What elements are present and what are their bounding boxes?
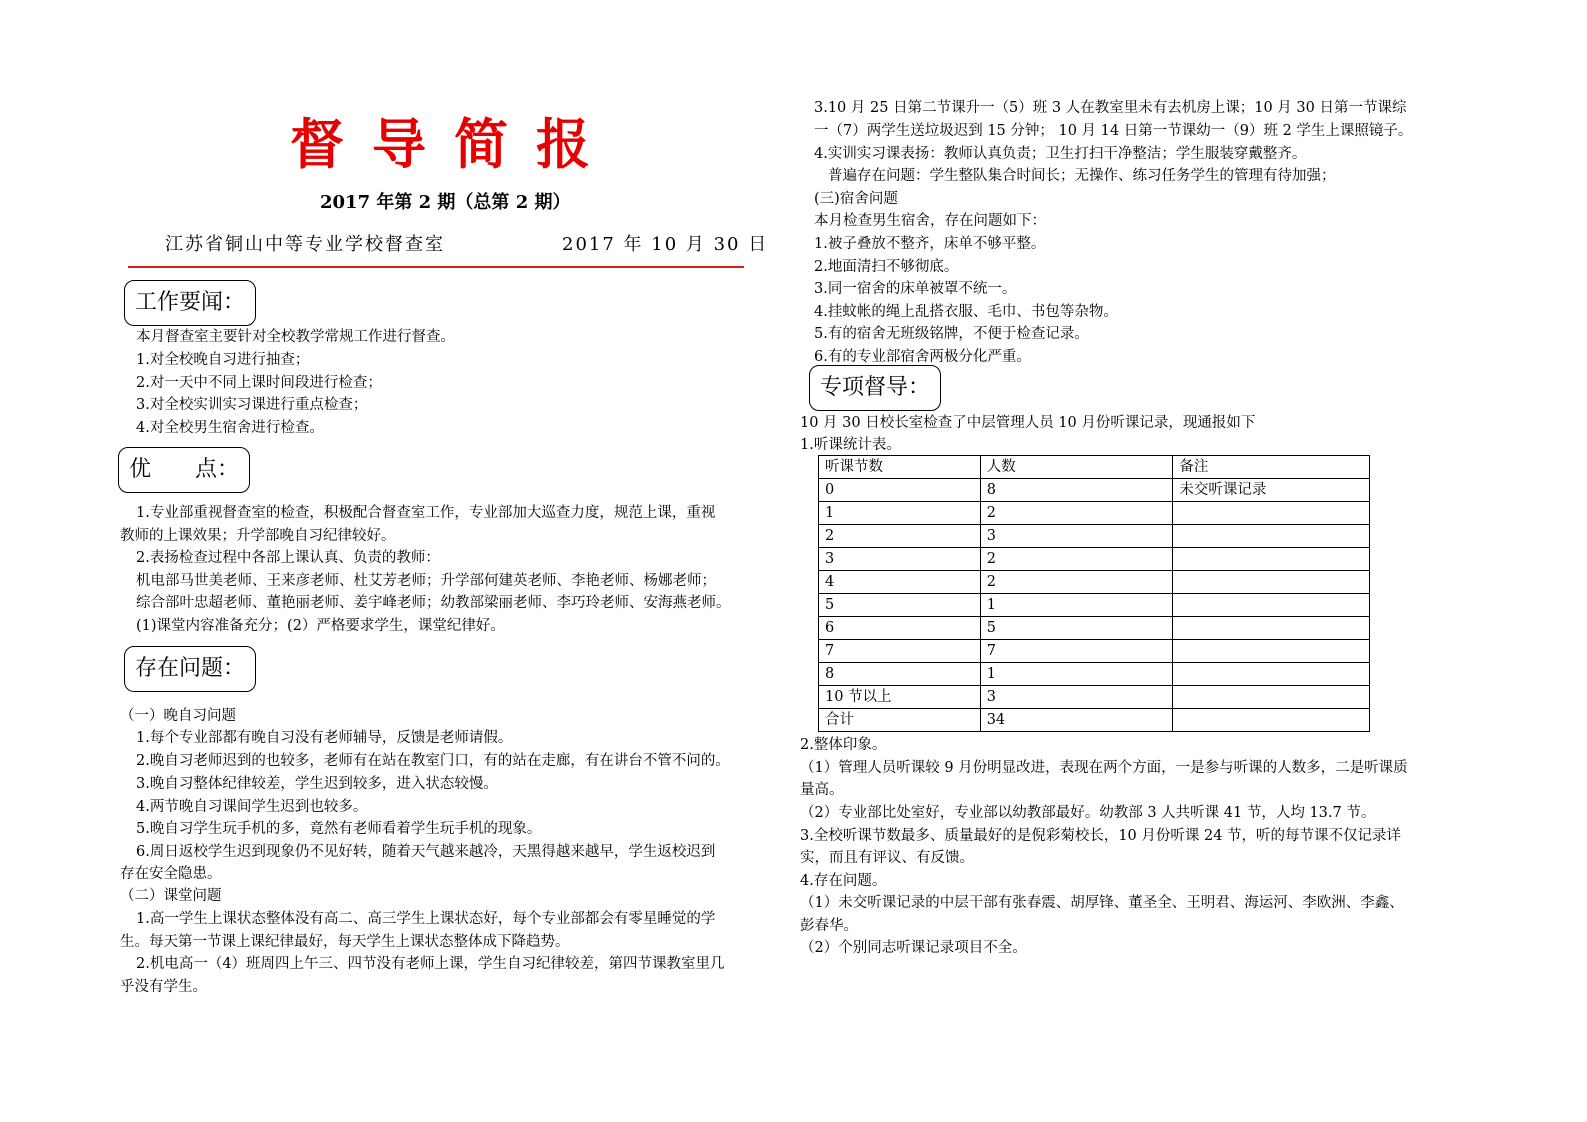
problems-line: 5.有的宿舍无班级铭牌，不便于检查记录。 (814, 326, 1089, 342)
table-cell: 5 (819, 594, 981, 617)
problems-line: （一）晚自习问题 (120, 708, 236, 724)
table-cell: 7 (980, 640, 1173, 663)
table-cell: 2 (980, 548, 1173, 571)
table-cell: 8 (980, 479, 1173, 502)
table-cell (1173, 709, 1370, 732)
problems-line: 6.有的专业部宿舍两极分化严重。 (814, 349, 1031, 365)
column-header: 人数 (980, 456, 1173, 479)
table-row (819, 502, 1370, 525)
table-cell (1173, 663, 1370, 686)
bulletin-title: 督导简报 (290, 112, 618, 176)
table-cell: 未交听课记录 (1173, 479, 1370, 502)
table-cell (1173, 640, 1370, 663)
table-row (819, 571, 1370, 594)
problems-line: 生。每天第一节课上课纪律最好，每天学生上课状态整体成下降趋势。 (120, 934, 570, 950)
table-row (819, 479, 1370, 502)
special-line: 实，而且有评议、有反馈。 (800, 850, 974, 866)
work-news-line: 3.对全校实训实习课进行重点检查； (136, 397, 368, 413)
table-cell: 3 (819, 548, 981, 571)
table-cell: 7 (819, 640, 981, 663)
problems-line: （二）课堂问题 (120, 888, 222, 904)
table-row (819, 686, 1370, 709)
problems-line: 普遍存在问题：学生整队集合时间长；无操作、练习任务学生的管理有待加强； (828, 168, 1336, 184)
table-cell: 1 (980, 663, 1173, 686)
merits-line: (1)课堂内容准备充分；(2）严格要求学生，课堂纪律好。 (136, 618, 505, 634)
table-row (819, 663, 1370, 686)
table-row (819, 594, 1370, 617)
table-cell: 1 (980, 594, 1173, 617)
table-cell: 5 (980, 617, 1173, 640)
table-cell: 2 (819, 525, 981, 548)
problems-line: 本月检查男生宿舍，存在问题如下： (814, 213, 1046, 229)
special-line: 量高。 (800, 782, 844, 798)
table-cell (1173, 502, 1370, 525)
table-cell: 8 (819, 663, 981, 686)
table-cell (1173, 686, 1370, 709)
problems-line: 3.同一宿舍的床单被罩不统一。 (814, 281, 1017, 297)
problems-line: 1.每个专业部都有晚自习没有老师辅导，反馈是老师请假。 (136, 730, 513, 746)
special-line: （1）未交听课记录的中层干部有张春震、胡厚锋、董圣全、王明君、海运河、李欧洲、李鑫、 (800, 895, 1404, 911)
merits-line: 机电部马世美老师、王来彦老师、杜艾芳老师；升学部何建英老师、李艳老师、杨娜老师； (136, 573, 716, 589)
table-caption: 1.听课统计表。 (800, 437, 901, 453)
merits-line: 综合部叶忠超老师、董艳丽老师、姜宇峰老师；幼教部梁丽老师、李巧玲老师、安海燕老师。 (136, 595, 731, 611)
problems-line: 4.挂蚊帐的绳上乱搭衣服、毛巾、书包等杂物。 (814, 304, 1118, 320)
table-cell (1173, 548, 1370, 571)
table-row (819, 617, 1370, 640)
problems-line: (三)宿舍问题 (814, 191, 898, 207)
problems-line: 2.机电高一（4）班周四上午三、四节没有老师上课，学生自习纪律较差，第四节课教室里几 (136, 956, 725, 972)
work-news-line: 2.对一天中不同上课时间段进行检查； (136, 375, 382, 391)
work-news-line: 本月督查室主要针对全校教学常规工作进行督查。 (136, 329, 455, 345)
work-news-line: 4.对全校男生宿舍进行检查。 (136, 420, 324, 436)
problems-line: 5.晚自习学生玩手机的多，竟然有老师看着学生玩手机的现象。 (136, 821, 542, 837)
special-intro: 10 月 30 日校长室检查了中层管理人员 10 月份听课记录，现通报如下 (800, 415, 1256, 431)
merits-line: 2.表扬检查过程中各部上课认真、负责的教师： (136, 550, 440, 566)
special-line: （2）个别同志听课记录项目不全。 (800, 940, 1027, 956)
table-cell: 4 (819, 571, 981, 594)
work-news-line: 1.对全校晚自习进行抽查； (136, 352, 310, 368)
merits-line: 1.专业部重视督查室的检查，积极配合督查室工作，专业部加大巡查力度，规范上课，重视 (136, 505, 716, 521)
problems-line: 4.两节晚自习课间学生迟到也较多。 (136, 799, 368, 815)
issue-date: 2017 年 10 月 30 日 (562, 234, 769, 255)
problems-line: 2.晚自习老师迟到的也较多，老师有在站在教室门口，有的站在走廊，有在讲台不管不问的。 (136, 753, 730, 769)
special-line: （1）管理人员听课较 9 月份明显改进，表现在两个方面，一是参与听课的人数多，二是听课质 (800, 760, 1408, 776)
problems-line: 乎没有学生。 (120, 979, 207, 995)
problems-line: 3.10 月 25 日第二节课升一（5）班 3 人在教室里未有去机房上课；10 月 30 日第一节课综 (814, 100, 1407, 116)
column-header: 备注 (1173, 456, 1370, 479)
table-cell: 1 (819, 502, 981, 525)
special-line: 4.存在问题。 (800, 873, 887, 889)
section-heading-problems: 存在问题： (124, 646, 256, 692)
issuing-office: 江苏省铜山中等专业学校督查室 (165, 234, 445, 255)
table-header-row (819, 456, 1370, 479)
table-cell: 0 (819, 479, 981, 502)
section-heading-merits: 优 点： (118, 447, 250, 493)
special-line: （2）专业部比处室好，专业部以幼教部最好。幼教部 3 人共听课 41 节，人均 13.7 节。 (800, 805, 1376, 821)
table-row (819, 548, 1370, 571)
table-cell: 3 (980, 525, 1173, 548)
table-cell: 2 (980, 571, 1173, 594)
table-cell (1173, 617, 1370, 640)
problems-line: 3.晚自习整体纪律较差，学生迟到较多，进入状态较慢。 (136, 776, 498, 792)
table-row (819, 525, 1370, 548)
table-row (819, 640, 1370, 663)
column-header: 听课节数 (819, 456, 981, 479)
table-cell: 合计 (819, 709, 981, 732)
table-cell: 34 (980, 709, 1173, 732)
problems-line: 4.实训实习课表扬：教师认真负责；卫生打扫干净整洁；学生服装穿戴整齐。 (814, 146, 1307, 162)
special-line: 3.全校听课节数最多、质量最好的是倪彩菊校长，10 月份听课 24 节，听的每节课不仅记录详 (800, 828, 1402, 844)
problems-line: 1.被子叠放不整齐，床单不够平整。 (814, 236, 1046, 252)
table-cell: 6 (819, 617, 981, 640)
problems-line: 一（7）两学生送垃圾迟到 15 分钟； 10 月 14 日第一节课幼一（9）班 2 学生上课照镜子。 (814, 123, 1413, 139)
problems-line: 1.高一学生上课状态整体没有高二、高三学生上课状态好，每个专业部都会有零星睡觉的学 (136, 911, 716, 927)
issue-number: 2017 年第 2 期（总第 2 期） (320, 192, 571, 213)
lesson-stats-table (818, 455, 1370, 732)
section-heading-work-news: 工作要闻： (124, 280, 256, 326)
table-cell (1173, 571, 1370, 594)
special-line: 2.整体印象。 (800, 737, 887, 753)
table-cell: 3 (980, 686, 1173, 709)
table-cell: 10 节以上 (819, 686, 981, 709)
problems-line: 6.周日返校学生迟到现象仍不见好转，随着天气越来越冷，天黑得越来越早，学生返校迟到 (136, 844, 716, 860)
table-cell (1173, 594, 1370, 617)
table-cell (1173, 525, 1370, 548)
section-heading-special: 专项督导： (809, 365, 941, 411)
special-line: 彭春华。 (800, 918, 858, 934)
problems-line: 2.地面清扫不够彻底。 (814, 259, 959, 275)
merits-line: 教师的上课效果；升学部晚自习纪律较好。 (120, 528, 396, 544)
header-divider (128, 266, 744, 268)
problems-line: 存在安全隐患。 (120, 866, 222, 882)
table-row (819, 709, 1370, 732)
table-cell: 2 (980, 502, 1173, 525)
